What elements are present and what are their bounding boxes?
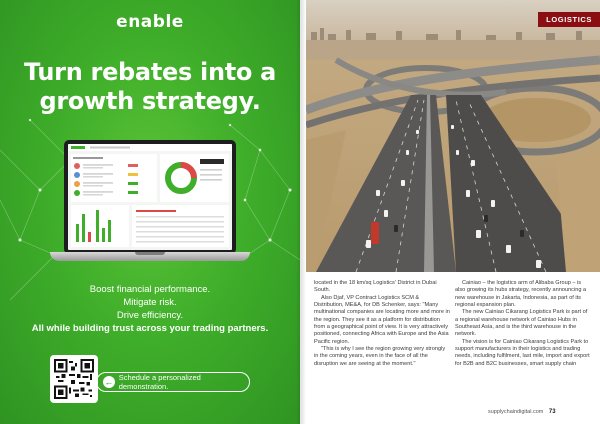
highway-aerial-illustration <box>306 0 600 272</box>
qr-code-icon <box>54 359 94 399</box>
paragraph: The vision is for Cainiao Cikarang Logistics Park to support manufacturers in their logistics and trading needs, including fulfilment, last mile, import and export for B2B and B2C businesses, smart supply chain <box>455 338 590 367</box>
article-column-2 <box>455 280 591 368</box>
schedule-demo-button[interactable] <box>96 372 250 392</box>
headline-line-1: Turn rebates into a <box>23 58 277 86</box>
benefit-2: Mitigate risk. <box>123 297 177 308</box>
headline-line-2: growth strategy. <box>39 87 261 115</box>
enable-logo: enable <box>116 12 184 32</box>
paragraph: Also Djaf, VP Contract Logistics SCM & Distribution, ME&A, for DB Schenker, says: "Many multinational companies are locating more and more in the region. They see it as a platform for distribution from a geographical point of view. It is very attractively positioned, connecting Africa with Europe and the Asia Pacific region. <box>314 294 450 345</box>
qr-code[interactable] <box>50 355 98 403</box>
laptop-screen <box>64 140 236 254</box>
paragraph: The new Cainiao Cikarang Logistics Park is part of a regional warehouse network of Cainiao Hubs in Southeast Asia, and is the third warehouse in the network. <box>455 309 588 338</box>
page-gutter <box>296 0 306 424</box>
ad-benefits <box>0 283 300 335</box>
laptop-notch <box>135 252 165 255</box>
cta-label: Schedule a personalized demonstration. <box>118 373 201 391</box>
footer-site: supplychaindigital.com <box>488 409 544 415</box>
paragraph: Cainiao – the logistics arm of Alibaba Group – is also growing its hubs strategy, recently announcing a new warehouse in Jakarta, Indonesia, as part of its regional expansion plan. <box>455 280 587 309</box>
section-tag-logistics: LOGISTICS <box>538 12 600 27</box>
arrow-left-icon: ← <box>104 376 114 387</box>
benefit-3: Drive efficiency. <box>116 310 184 321</box>
ad-tagline: All while building trust across your trading partners. <box>31 323 269 334</box>
page-number: 73 <box>548 409 556 415</box>
highway-interchange-photo <box>306 0 600 272</box>
paragraph: "This is why I see the region growing very strongly in the coming years, even in the face of all the disruption we are seeing at the moment." <box>314 346 446 367</box>
page-footer <box>488 409 556 415</box>
paragraph: located in the 18 km/sq Logistics' District in Dubai South. <box>314 280 437 294</box>
dashboard-screenshot <box>68 144 232 250</box>
dashboard-illustration <box>68 144 232 250</box>
ad-headline <box>10 58 290 116</box>
article-column-1 <box>314 280 450 368</box>
benefit-1: Boost financial performance. <box>89 284 211 295</box>
laptop-mockup <box>50 140 250 268</box>
